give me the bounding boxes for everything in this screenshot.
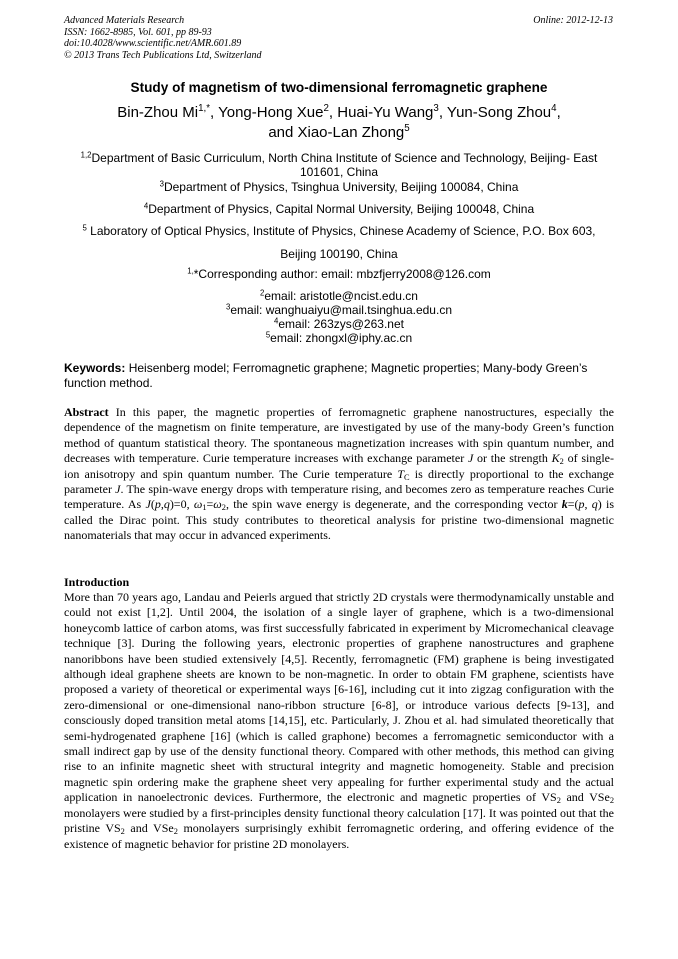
copyright: © 2013 Trans Tech Publications Ltd, Switzerland <box>64 49 262 61</box>
email-text: email: wanghuaiyu@mail.tsinghua.edu.cn <box>230 303 452 317</box>
keywords-label: Keywords: <box>64 361 126 375</box>
author-name: and Xiao-Lan Zhong <box>268 124 405 141</box>
author-separator: , <box>556 104 561 121</box>
issn: ISSN: 1662-8985, Vol. 601, pp 89-93 <box>64 26 212 38</box>
abstract-text: =( <box>567 497 579 512</box>
journal-meta <box>64 15 262 61</box>
email-text: email: zhongxl@iphy.ac.cn <box>270 331 413 345</box>
aff-text: Department of Physics, Tsinghua University, Beijing 100084, China <box>163 180 519 194</box>
aff-sup: 4 <box>143 201 149 211</box>
intro-text: monolayers surprisingly exhibit ferromagnetic ordering, and offering evidence of the existence of magnetic behavior for pristine 2D monolayers. <box>64 821 615 851</box>
abstract-text: . The spin-wave energy drops with temperature rising, and becomes zero as temperature reaches Curie temperature. As <box>64 482 614 512</box>
abstract-text: , the spin wave energy is degenerate, and the corresponding vector <box>225 497 562 512</box>
abstract-text: )=0, <box>169 497 194 512</box>
aff-sup: 1, <box>187 266 194 276</box>
math-var: J <box>115 482 121 497</box>
intro-text: and VSe <box>124 821 174 836</box>
introduction-paragraph <box>64 590 614 852</box>
math-var: q <box>163 497 170 512</box>
abstract-text: or the strength <box>473 451 552 466</box>
keywords-text: Heisenberg model; Ferromagnetic graphene; Magnetic properties; Many-body Green’s function method. <box>64 361 588 390</box>
math-sub: 2 <box>221 503 226 513</box>
affiliation-4 <box>50 202 628 216</box>
chem-sub: 2 <box>173 827 178 837</box>
aff-sup: 2 <box>260 288 265 298</box>
author-sup: 4 <box>551 103 557 115</box>
math-var: K <box>551 451 560 466</box>
math-vector: k <box>561 497 568 512</box>
author-name: Bin-Zhou Mi <box>117 104 199 121</box>
math-var: J <box>467 451 474 466</box>
abstract-text: is directly proportional to the exchange parameter <box>64 466 614 497</box>
math-sub: 1 <box>202 503 207 513</box>
math-var: J <box>145 497 151 512</box>
math-var: q <box>591 497 598 512</box>
email-text: email: 263zys@263.net <box>278 317 404 331</box>
abstract-text: ( <box>150 497 155 512</box>
abstract-text: = <box>206 497 214 512</box>
abstract-text: , <box>160 497 164 512</box>
affiliation-5 <box>50 224 628 261</box>
section-heading-introduction: Introduction <box>64 575 130 589</box>
chem-sub: 2 <box>556 796 561 806</box>
author-name: , Yong-Hong Xue <box>210 104 324 121</box>
aff-text: 101601, China <box>299 165 379 179</box>
author-name: , Yun-Song Zhou <box>438 104 552 121</box>
math-var: p <box>578 497 585 512</box>
abstract-text: In this paper, the magnetic properties of ferromagnetic graphene nanostructures, especially the dependence of the magnetism on finite temperature, are investigated by use of the many-body Green’s function method of quantum statistical theory. The spontaneous magnetization increases with spin quantum number, and decreases with temperature. Curie temperature increases with exchange parameter <box>64 405 614 466</box>
keywords <box>64 361 614 390</box>
aff-sup: 3 <box>159 179 164 189</box>
doi: doi:10.4028/www.scientific.net/AMR.601.89 <box>64 38 242 49</box>
abstract-text: ) is called the Dirac point. This study contributes to theoretical analysis for pristine two-dimensional magnetic nanomaterials that may occur in advanced experiments. <box>64 497 615 543</box>
math-var: p <box>154 497 161 512</box>
author-list <box>40 103 638 143</box>
math-var: T <box>397 466 405 481</box>
abstract-text: , <box>584 497 592 512</box>
email-4 <box>50 317 628 331</box>
abstract-label: Abstract <box>64 405 109 419</box>
intro-text: More than 70 years ago, Landau and Peierls argued that strictly 2D crystals were thermodynamically unstable and could not exist [1,2]. Until 2004, the isolation of a single layer of graphene, which is a two-dimensional honeycomb lattice of carbon atoms, was first successfully fabricated in experiment by Micromechanical cleavage technique [3]. During the following years, electronic properties of graphene nanostructures and graphene nanoribbons have been studied extensively [4,5]. Recently, ferromagnetic (FM) graphene is being investigated although ideal graphene sheets are known to be non-magnetic. In order to obtain FM graphene, scientists have proposed a variety of theoretical or experimental ways [6-16], including cut it into zigzag configuration with the zero-dimensional or one-dimensional nano-ribbon structure [6-8], or introduce various defects [9-13], and consciously doped transition metal atoms [14,15], etc. Particularly, J. Zhou et al. had simulated theoretically that semi-hydrogenated graphene [16] (which is called graphone) becomes a ferromagnetic semiconductor with a small indirect gap by use of the density functional theory. Compared with other methods, this method can giving rise to an infinite magnetic sheet with structural integrity and magnetic homogeneity. Stable and precision magnetic spin ordering make the graphene sheet very appealing for further experimental study and the actual application in nanoelectronic devices. Furthermore, the electronic and magnetic properties of VS <box>64 590 614 805</box>
aff-text: Department of Basic Curriculum, North China Institute of Science and Technology, Beijing- East <box>91 151 598 165</box>
corr-email: *Corresponding author: email: mbzfjerry2008@126.com <box>193 267 491 281</box>
author-sup: 5 <box>404 123 410 135</box>
email-2 <box>50 289 628 303</box>
aff-sup: 1,2 <box>80 150 92 160</box>
affiliation-3 <box>50 180 628 194</box>
email-3 <box>50 303 628 317</box>
intro-text: monolayers were studied by a first-principles density functional theory calculation [17]. It was pointed out that the pristine VS <box>64 805 614 836</box>
math-var: ω <box>213 497 222 512</box>
aff-sup: 3 <box>226 302 231 312</box>
author-sup: 2 <box>323 103 329 115</box>
journal-name: Advanced Materials Research <box>64 15 185 26</box>
aff-text: Beijing 100190, China <box>280 247 398 261</box>
math-var: ω <box>193 497 203 512</box>
corresponding-author <box>50 267 628 281</box>
author-sup: 3 <box>433 103 439 115</box>
aff-sup: 5 <box>82 223 87 233</box>
author-sup: 1,* <box>198 103 211 115</box>
chem-sub: 2 <box>609 796 614 806</box>
email-text: email: aristotle@ncist.edu.cn <box>264 289 418 303</box>
aff-sup: 4 <box>274 316 279 326</box>
chem-sub: 2 <box>120 827 125 837</box>
abstract-text: of single-ion anisotropy and spin quantum number. The Curie temperature <box>64 451 614 481</box>
intro-text: and VSe <box>560 790 610 805</box>
abstract <box>64 405 614 544</box>
affiliation-1-2 <box>50 151 628 179</box>
aff-text: Department of Physics, Capital Normal University, Beijing 100048, China <box>148 202 535 216</box>
email-5 <box>50 331 628 345</box>
math-sub: C <box>404 472 410 482</box>
author-name: , Huai-Yu Wang <box>328 104 434 121</box>
math-sub: 2 <box>559 457 564 467</box>
aff-sup: 5 <box>265 330 271 340</box>
online-date: Online: 2012-12-13 <box>533 15 613 26</box>
aff-text: Laboratory of Optical Physics, Institute of Physics, Chinese Academy of Science, P.O. Box 603, <box>86 224 596 238</box>
paper-title: Study of magnetism of two-dimensional ferromagnetic graphene <box>130 80 548 95</box>
